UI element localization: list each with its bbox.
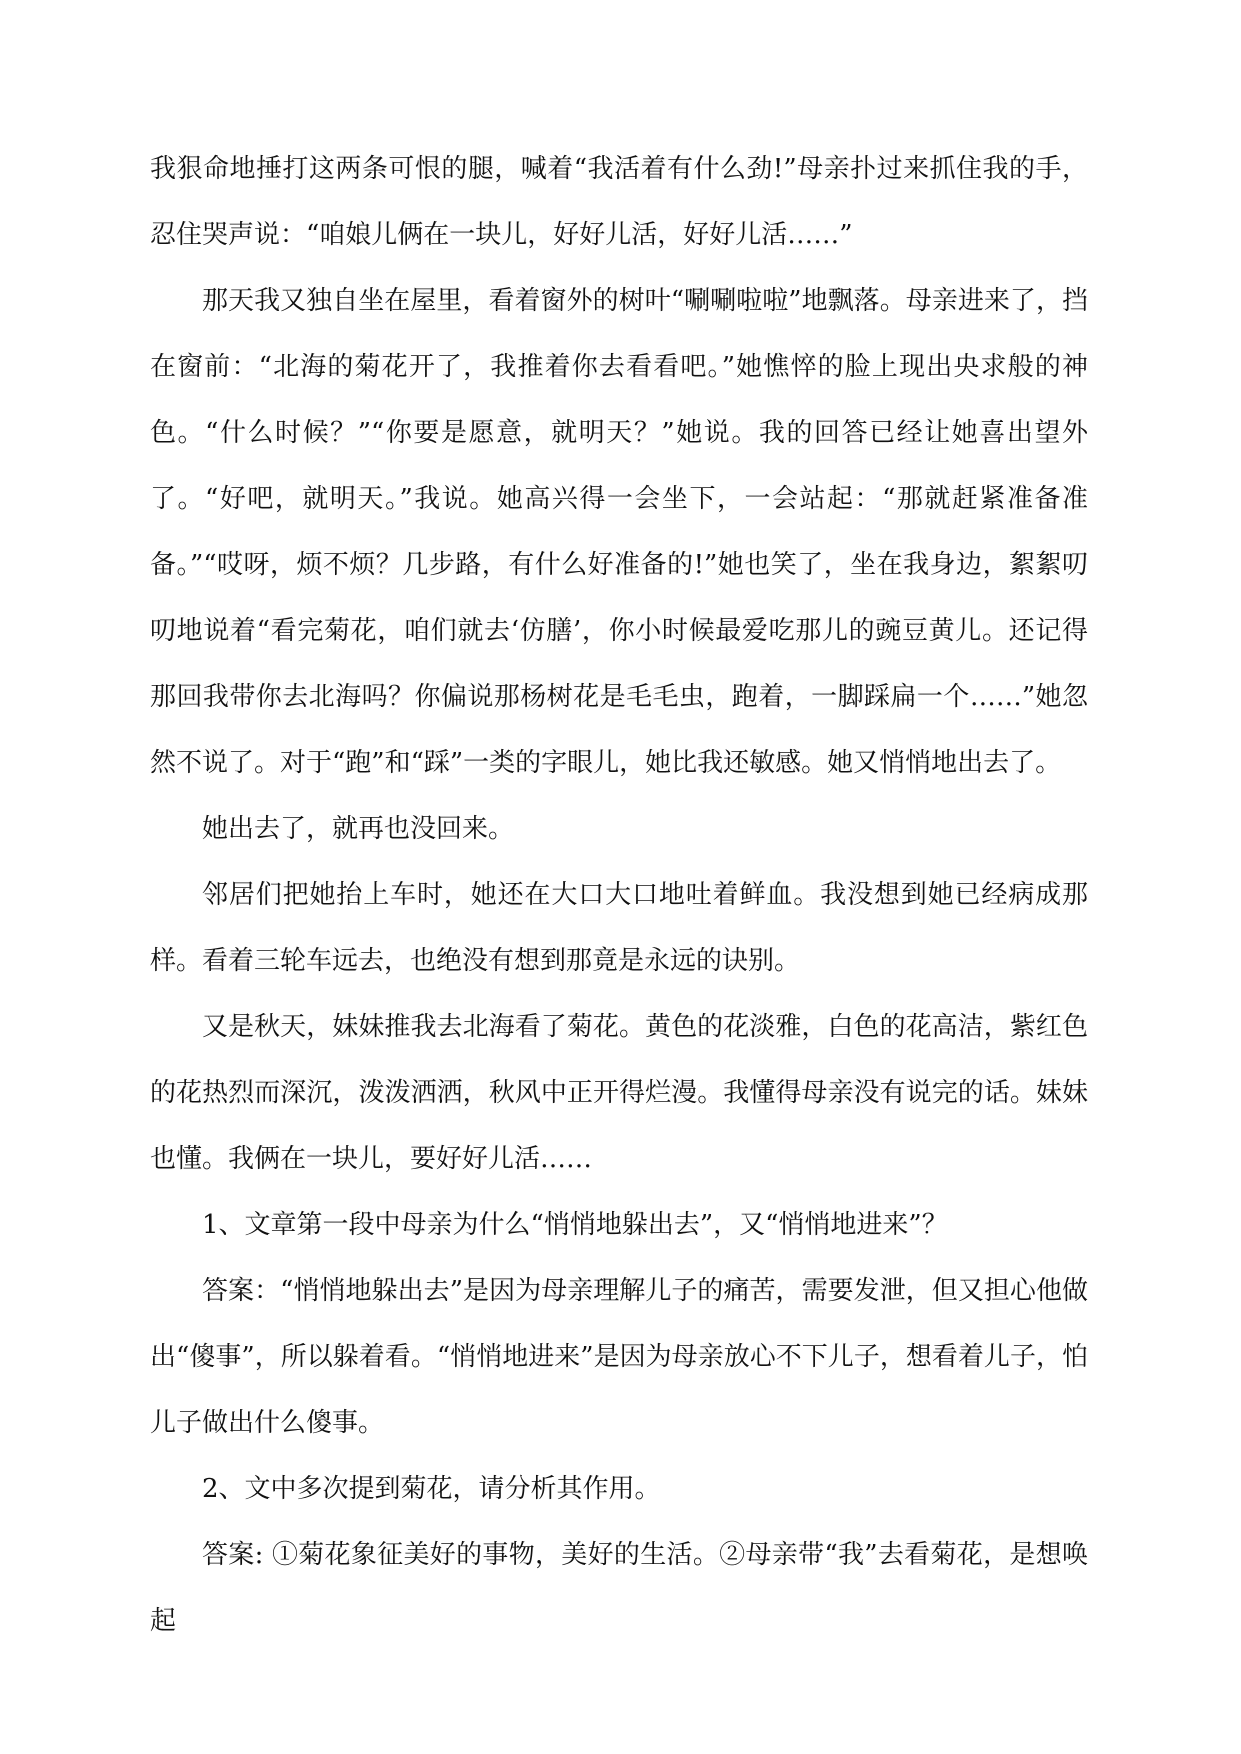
question-1: 1、文章第一段中母亲为什么“悄悄地躲出去”，又“悄悄地进来”？ — [202, 1210, 948, 1240]
answer-2: 答案: ①菊花象征美好的事物，美好的生活。②母亲带“我”去看菊花，是想唤起 — [150, 1540, 1088, 1636]
paragraph-1: 我狠命地捶打这两条可恨的腿，喊着“我活着有什么劲!”母亲扑过来抓住我的手，忍住哭声说：“咱娘儿俩在一块儿，好好儿活，好好儿活……” — [150, 154, 1088, 250]
paragraph-2: 那天我又独自坐在屋里，看着窗外的树叶“唰唰啦啦”地飘落。母亲进来了，挡在窗前：“北海的菊花开了，我推着你去看看吧。”她憔悴的脸上现出央求般的神色。“什么时候？”“你要是愿意，就明天？”她说。我的回答已经让她喜出望外了。“好吧，就明天。”我说。她高兴得一会坐下，一会站起：“那就赶紧准备准备。”“哎呀，烦不烦？几步路，有什么好准备的!”她也笑了，坐在我身边，絮絮叨叨地说着“看完菊花，咱们就去‘仿膳’，你小时候最爱吃那儿的豌豆黄儿。还记得那回我带你去北海吗？你偏说那杨树花是毛毛虫，跑着，一脚踩扁一个……”她忽然不说了。对于“跑”和“踩”一类的字眼儿，她比我还敏感。她又悄悄地出去了。 — [150, 286, 1088, 778]
paragraph-4: 邻居们把她抬上车时，她还在大口大口地吐着鲜血。我没想到她已经病成那样。看着三轮车远去，也绝没有想到那竟是永远的诀别。 — [150, 880, 1088, 976]
document-body — [150, 136, 1088, 1654]
paragraph-3: 她出去了，就再也没回来。 — [202, 814, 515, 844]
paragraph-5: 又是秋天，妹妹推我去北海看了菊花。黄色的花淡雅，白色的花高洁，紫红色的花热烈而深沉，泼泼洒洒，秋风中正开得烂漫。我懂得母亲没有说完的话。妹妹也懂。我俩在一块儿，要好好儿活…… — [150, 1012, 1088, 1174]
question-2: 2、文中多次提到菊花，请分析其作用。 — [202, 1474, 661, 1504]
answer-1: 答案：“悄悄地躲出去”是因为母亲理解儿子的痛苦，需要发泄，但又担心他做出“傻事”，所以躲着看。“悄悄地进来”是因为母亲放心不下儿子，想看着儿子，怕儿子做出什么傻事。 — [150, 1276, 1088, 1438]
